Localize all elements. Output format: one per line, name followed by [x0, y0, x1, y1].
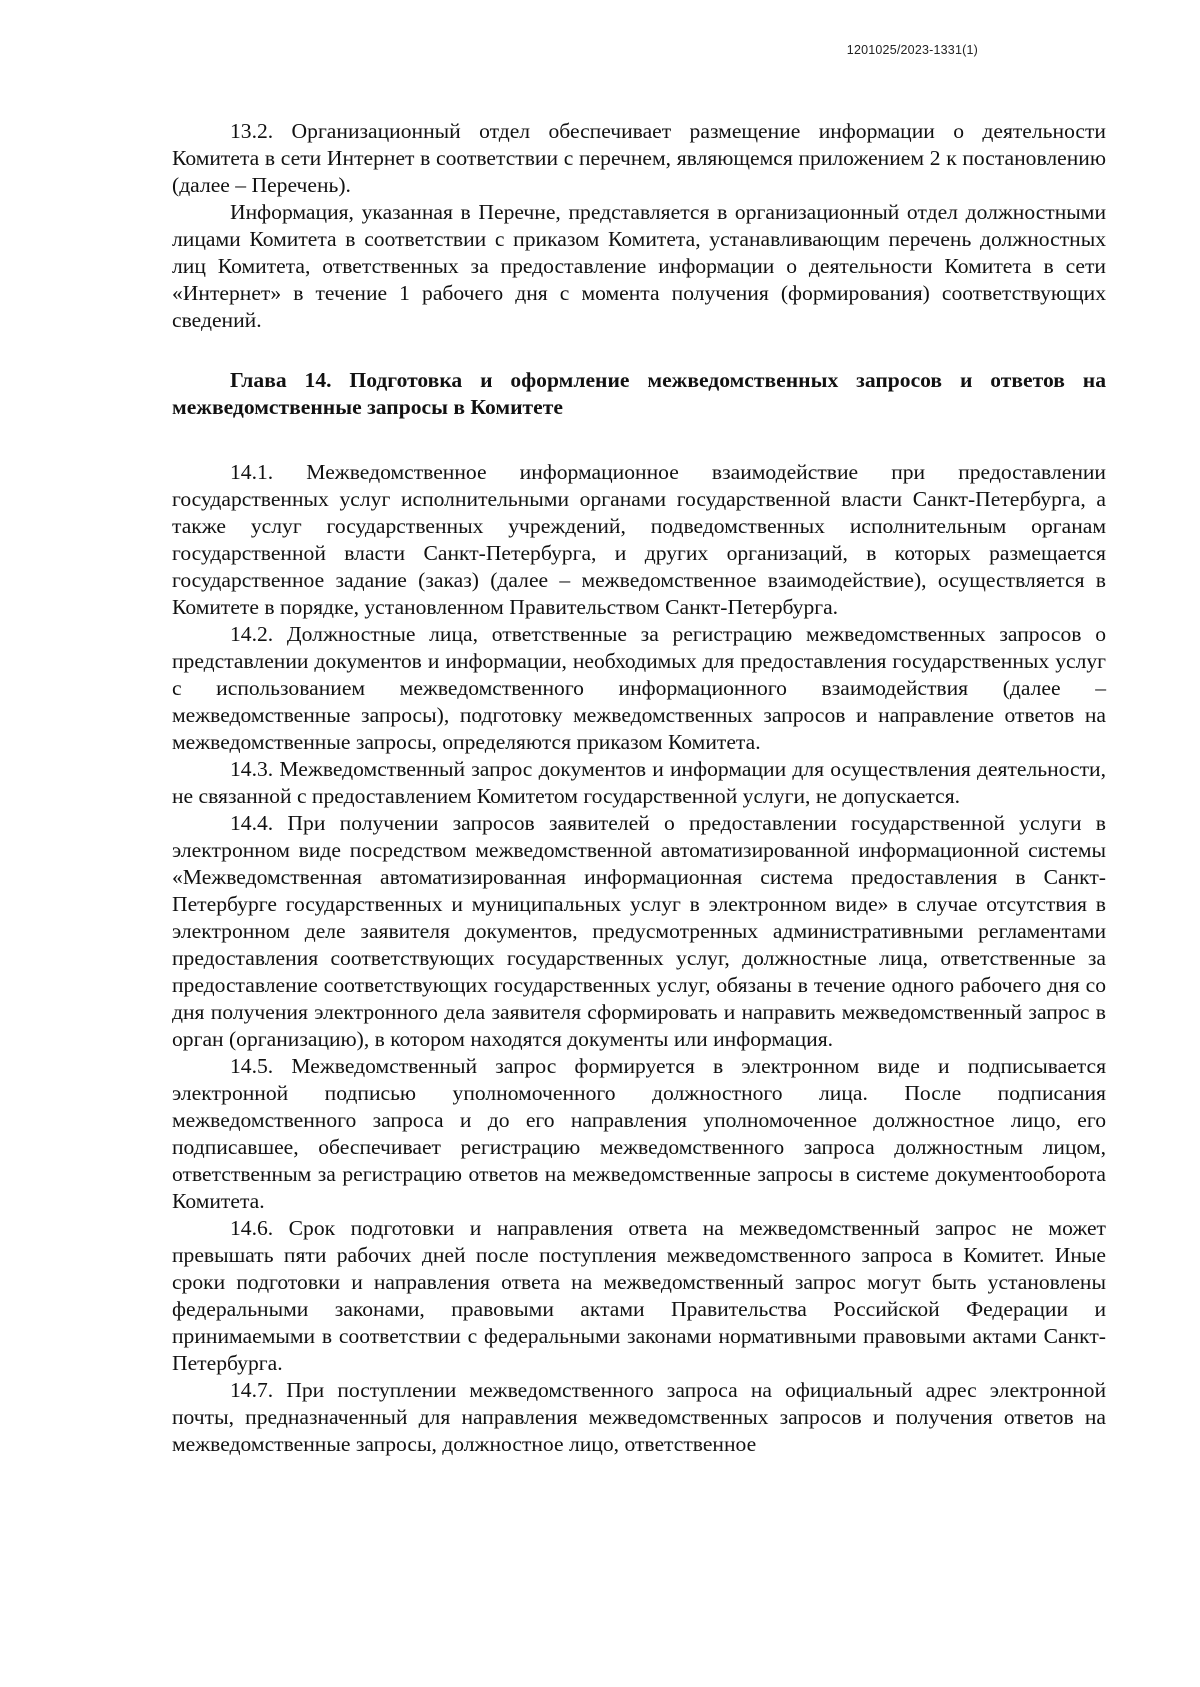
paragraph-14-4: 14.4. При получении запросов заявителей о предоставлении государственной услуги в электронном виде посредством межведомственной автоматизированной информационной системы «Межведомственная автоматизированная информационная система предоставления в Санкт-Петербурге государственных и муниципальных услуг в электронном виде» в случае отсутствия в электронном деле заявителя документов, предусмотренных административными регламентами предоставления соответствующих государственных услуг, должностные лица, ответственные за предоставление соответствующих государственных услуг, обязаны в течение одного рабочего дня со дня получения электронного дела заявителя сформировать и направить межведомственный запрос в орган (организацию), в котором находятся документы или информация. — [172, 811, 1106, 1051]
document-body — [172, 118, 1106, 1458]
paragraph-13-2: 13.2. Организационный отдел обеспечивает размещение информации о деятельности Комитета в сети Интернет в соответствии с перечнем, являющемся приложением 2 к постановлению (далее – Перечень). — [172, 119, 1106, 197]
paragraph-14-1: 14.1. Межведомственное информационное взаимодействие при предоставлении государственных услуг исполнительными органами государственной власти Санкт-Петербурга, а также услуг государственных учреждений, подведомственных исполнительным органам государственной власти Санкт-Петербурга, и других организаций, в которых размещается государственное задание (заказ) (далее – межведомственное взаимодействие), осуществляется в Комитете в порядке, установленном Правительством Санкт-Петербурга. — [172, 460, 1106, 619]
paragraph-14-5: 14.5. Межведомственный запрос формируется в электронном виде и подписывается электронной подписью уполномоченного должностного лица. После подписания межведомственного запроса и до его направления уполномоченное должностное лицо, его подписавшее, обеспечивает регистрацию межведомственного запроса должностным лицом, ответственным за регистрацию ответов на межведомственные запросы в системе документооборота Комитета. — [172, 1054, 1106, 1213]
chapter-14-heading: Глава 14. Подготовка и оформление межведомственных запросов и ответов на межведомственные запросы в Комитете — [172, 368, 1106, 419]
paragraph-14-3: 14.3. Межведомственный запрос документов и информации для осуществления деятельности, не связанной с предоставлением Комитетом государственной услуги, не допускается. — [172, 757, 1106, 808]
paragraph-14-7: 14.7. При поступлении межведомственного запроса на официальный адрес электронной почты, предназначенный для направления межведомственных запросов и получения ответов на межведомственные запросы, должностное лицо, ответственное — [172, 1378, 1106, 1456]
paragraph-14-6: 14.6. Срок подготовки и направления ответа на межведомственный запрос не может превышать пяти рабочих дней после поступления межведомственного запроса в Комитет. Иные сроки подготовки и направления ответа на межведомственный запрос могут быть установлены федеральными законами, правовыми актами Правительства Российской Федерации и принимаемыми в соответствии с федеральными законами нормативными правовыми актами Санкт-Петербурга. — [172, 1216, 1106, 1375]
paragraph-13-2-info: Информация, указанная в Перечне, представляется в организационный отдел должностными лицами Комитета в соответствии с приказом Комитета, устанавливающим перечень должностных лиц Комитета, ответственных за предоставление информации о деятельности Комитета в сети «Интернет» в течение 1 рабочего дня с момента получения (формирования) соответствующих сведений. — [172, 200, 1106, 332]
document-id: 1201025/2023-1331(1) — [846, 43, 978, 57]
paragraph-14-2: 14.2. Должностные лица, ответственные за регистрацию межведомственных запросов о представлении документов и информации, необходимых для предоставления государственных услуг с использованием межведомственного информационного взаимодействия (далее – межведомственные запросы), подготовку межведомственных запросов и направление ответов на межведомственные запросы, определяются приказом Комитета. — [172, 622, 1106, 754]
